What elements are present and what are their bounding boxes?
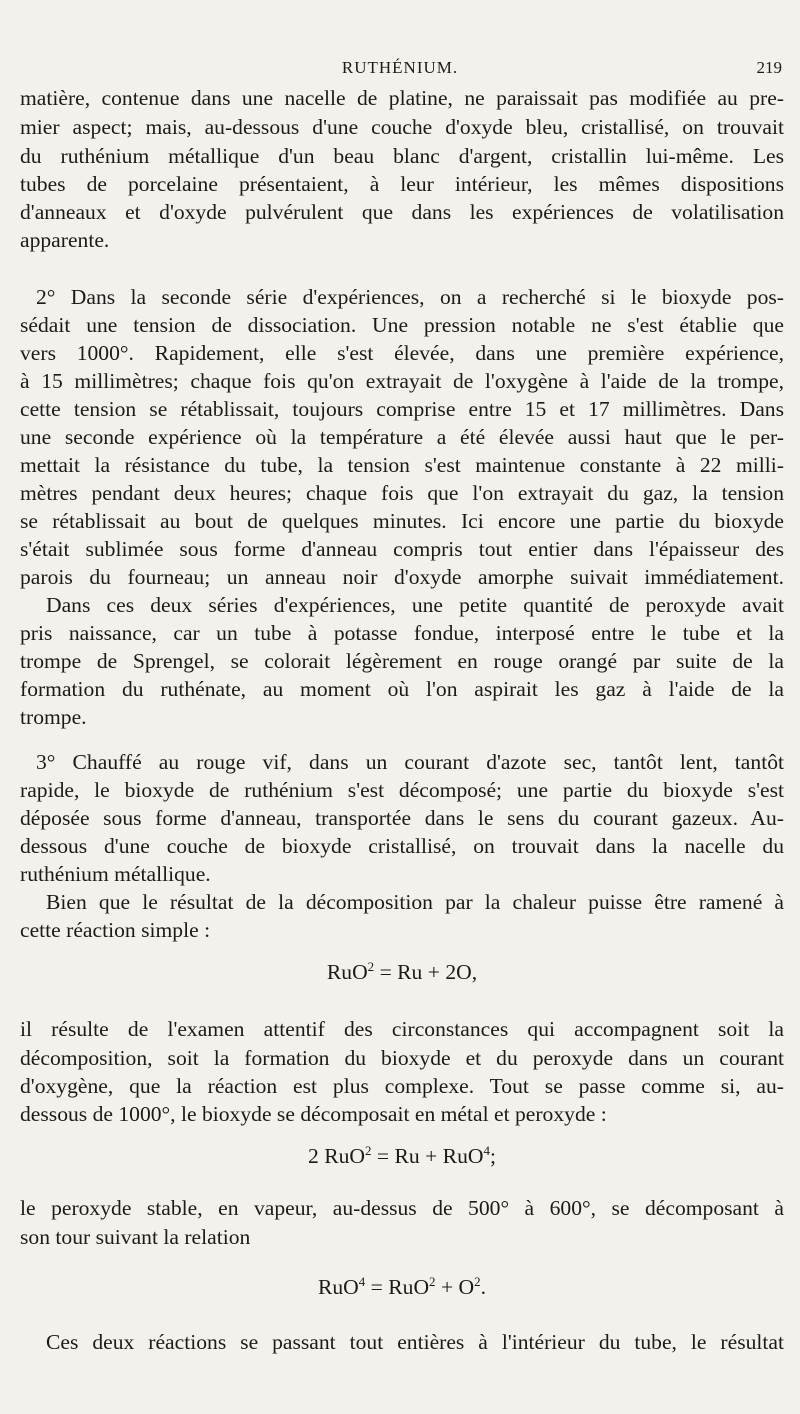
text-line: tubes de porcelaine présentaient, à leur intérieur, les mêmes dispositions bbox=[20, 172, 784, 196]
text-line: mier aspect; mais, au-dessous d'une couche d'oxyde bleu, cristallisé, on trouvait bbox=[20, 115, 784, 139]
eq3-mid-sup: 2 bbox=[429, 1273, 436, 1289]
text-line: dessous d'une couche de bioxyde cristallisé, on trouvait dans la nacelle du bbox=[20, 834, 784, 858]
equation-dissociation bbox=[20, 960, 784, 984]
text-line: Ces deux réactions se passant tout entières à l'intérieur du tube, le résultat bbox=[46, 1330, 784, 1354]
eq1-rhs: = Ru + 2O, bbox=[379, 960, 478, 984]
text-line: matière, contenue dans une nacelle de platine, ne paraissait pas modifiée au pre- bbox=[20, 86, 784, 110]
text-line: il résulte de l'examen attentif des circonstances qui accompagnent soit la bbox=[20, 1017, 784, 1041]
text-line: formation du ruthénate, au moment où l'on aspirait les gaz à l'aide de la bbox=[20, 677, 784, 701]
text-line: apparente. bbox=[20, 228, 110, 252]
text-line: d'anneaux et d'oxyde pulvérulent que dans les expériences de volatilisation bbox=[20, 200, 784, 224]
running-title: RUTHÉNIUM. bbox=[341, 58, 459, 77]
eq3-end-sup: 2 bbox=[474, 1273, 481, 1289]
eq2-mid: = Ru + RuO bbox=[376, 1144, 484, 1168]
text-line: sédait une tension de dissociation. Une pression notable ne s'est établie que bbox=[20, 313, 784, 337]
equation-peroxide bbox=[20, 1275, 784, 1299]
text-line: Dans ces deux séries d'expériences, une petite quantité de peroxyde avait bbox=[46, 593, 784, 617]
eq3-end: + O bbox=[440, 1275, 475, 1299]
text-line: 3° Chauffé au rouge vif, dans un courant d'azote sec, tantôt lent, tantôt bbox=[36, 750, 784, 774]
text-line: cette tension se rétablissait, toujours comprise entre 15 et 17 millimètres. Dans bbox=[20, 397, 784, 421]
text-line: s'était sublimée sous forme d'anneau compris tout entier dans l'épaisseur des bbox=[20, 537, 784, 561]
text-line: Bien que le résultat de la décomposition par la chaleur puisse être ramené à bbox=[46, 890, 784, 914]
eq3-mid: = RuO bbox=[370, 1275, 430, 1299]
text-line: décomposition, soit la formation du bioxyde et du peroxyde dans un courant bbox=[20, 1046, 784, 1070]
equation-decomposition bbox=[20, 1144, 784, 1168]
text-line: ruthénium métallique. bbox=[20, 862, 211, 886]
text-line: dessous de 1000°, le bioxyde se décomposait en métal et peroxyde : bbox=[20, 1102, 607, 1126]
page-number: 219 bbox=[756, 58, 782, 77]
text-line: du ruthénium métallique d'un beau blanc d'argent, cristallin lui-même. Les bbox=[20, 144, 784, 168]
text-line: son tour suivant la relation bbox=[20, 1225, 251, 1249]
text-line: rapide, le bioxyde de ruthénium s'est décomposé; une partie du bioxyde s'est bbox=[20, 778, 784, 802]
eq2-lhs-sup: 2 bbox=[365, 1142, 372, 1158]
text-line: pris naissance, car un tube à potasse fondue, interposé entre le tube et la bbox=[20, 621, 784, 645]
text-line: cette réaction simple : bbox=[20, 918, 211, 942]
eq1-lhs-sup: 2 bbox=[367, 958, 375, 974]
text-line: d'oxygène, que la réaction est plus complexe. Tout se passe comme si, au- bbox=[20, 1074, 784, 1098]
text-line: à 15 millimètres; chaque fois qu'on extrayait de l'oxygène à l'aide de la trompe, bbox=[20, 369, 784, 393]
text-line: vers 1000°. Rapidement, elle s'est élevée, dans une première expérience, bbox=[20, 341, 784, 365]
text-line: se rétablissait au bout de quelques minutes. Ici encore une partie du bioxyde bbox=[20, 509, 784, 533]
text-line: parois du fourneau; un anneau noir d'oxyde amorphe suivait immédiatement. bbox=[20, 565, 784, 589]
text-line: trompe. bbox=[20, 705, 87, 729]
eq3-lhs-sup: 4 bbox=[358, 1273, 366, 1289]
eq3-tail: . bbox=[480, 1275, 486, 1299]
eq3-lhs: RuO bbox=[317, 1275, 359, 1299]
text-line: mettait la résistance du tube, la tension s'est maintenue constante à 22 milli- bbox=[20, 453, 784, 477]
running-header bbox=[0, 52, 800, 82]
eq2-lhs: 2 RuO bbox=[308, 1144, 366, 1168]
text-line: une seconde expérience où la température a été élevée aussi haut que le per- bbox=[20, 425, 784, 449]
text-line: trompe de Sprengel, se colorait légèrement en rouge orangé par suite de la bbox=[20, 649, 784, 673]
text-line: 2° Dans la seconde série d'expériences, on a recherché si le bioxyde pos- bbox=[36, 285, 784, 309]
text-line: déposée sous forme d'anneau, transportée dans le sens du courant gazeux. Au- bbox=[20, 806, 784, 830]
text-line: mètres pendant deux heures; chaque fois que l'on extrayait du gaz, la tension bbox=[20, 481, 784, 505]
eq2-mid-sup: 4 bbox=[483, 1142, 490, 1158]
text-line: le peroxyde stable, en vapeur, au-dessus de 500° à 600°, se décomposant à bbox=[20, 1196, 784, 1220]
eq2-end: ; bbox=[489, 1144, 496, 1168]
eq1-lhs: RuO bbox=[326, 960, 368, 984]
